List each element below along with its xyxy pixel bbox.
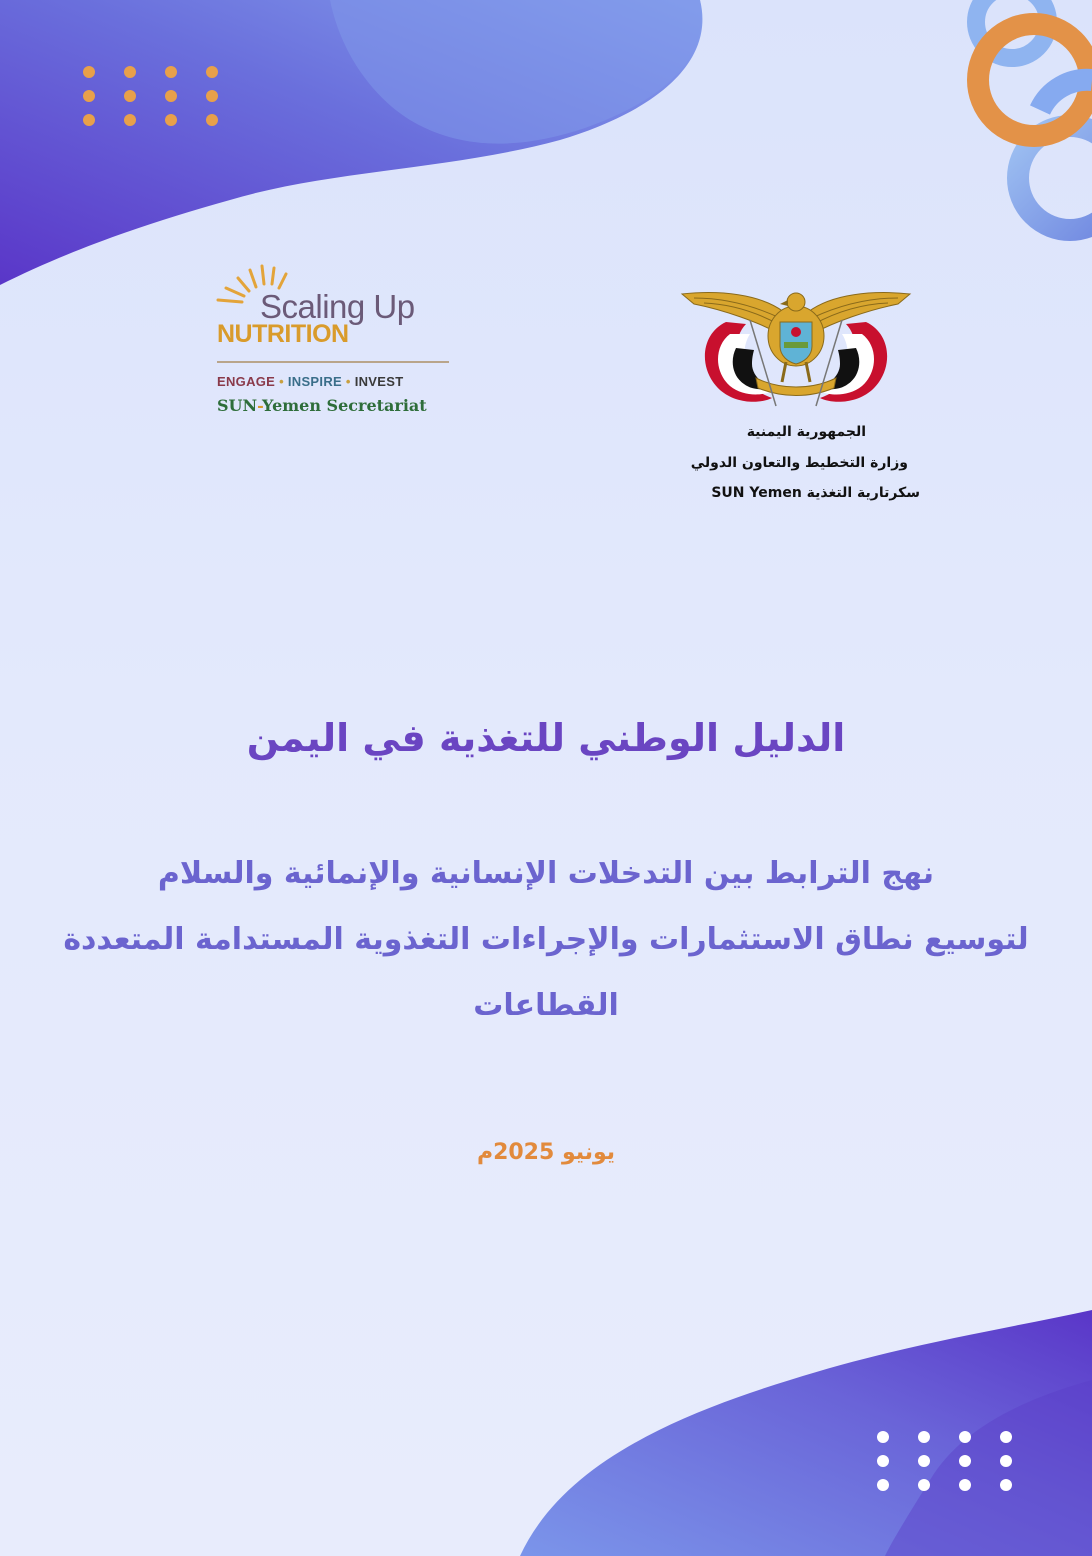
tagline-engage: ENGAGE: [217, 374, 276, 389]
logo-secretariat: [217, 396, 427, 415]
sun-logo: [214, 262, 459, 422]
ministry-planning: وزارة التخطيط والتعاون الدولي: [690, 455, 908, 471]
document-subtitle-line-2: لتوسيع نطاق الاستثمارات والإجراءات التغذوية المستدامة المتعددة: [63, 922, 1029, 957]
ministry-republic: الجمهورية اليمنية: [746, 424, 866, 440]
secretariat-dash: -: [257, 396, 263, 415]
tagline-invest: INVEST: [354, 374, 404, 389]
document-title: الدليل الوطني للتغذية في اليمن: [246, 716, 846, 760]
tagline-inspire: INSPIRE: [287, 374, 342, 389]
tagline-bullet: •: [345, 374, 351, 389]
secretariat-sun: SUN: [217, 396, 258, 415]
decorative-dot-grid-top: [83, 66, 218, 126]
yemen-eagle-emblem-icon: [680, 286, 912, 418]
logo-divider: [217, 361, 449, 363]
tagline-bullet: •: [279, 374, 284, 389]
document-subtitle-line-3: القطاعات: [473, 988, 619, 1023]
decorative-dot-grid-bottom: [877, 1431, 1012, 1491]
secretariat-rest: Yemen Secretariat: [262, 396, 427, 415]
logo-scaling-up-text: Scaling Up: [260, 288, 415, 325]
document-subtitle-line-1: نهج الترابط بين التدخلات الإنسانية والإنمائية والسلام: [157, 856, 935, 891]
logo-tagline: [217, 374, 403, 389]
publication-date: يونيو 2025م: [476, 1140, 616, 1165]
logo-nutrition-text: NUTRITION: [217, 320, 349, 348]
ministry-sun-secretariat: سكرتارية التغذية SUN Yemen: [711, 485, 920, 501]
